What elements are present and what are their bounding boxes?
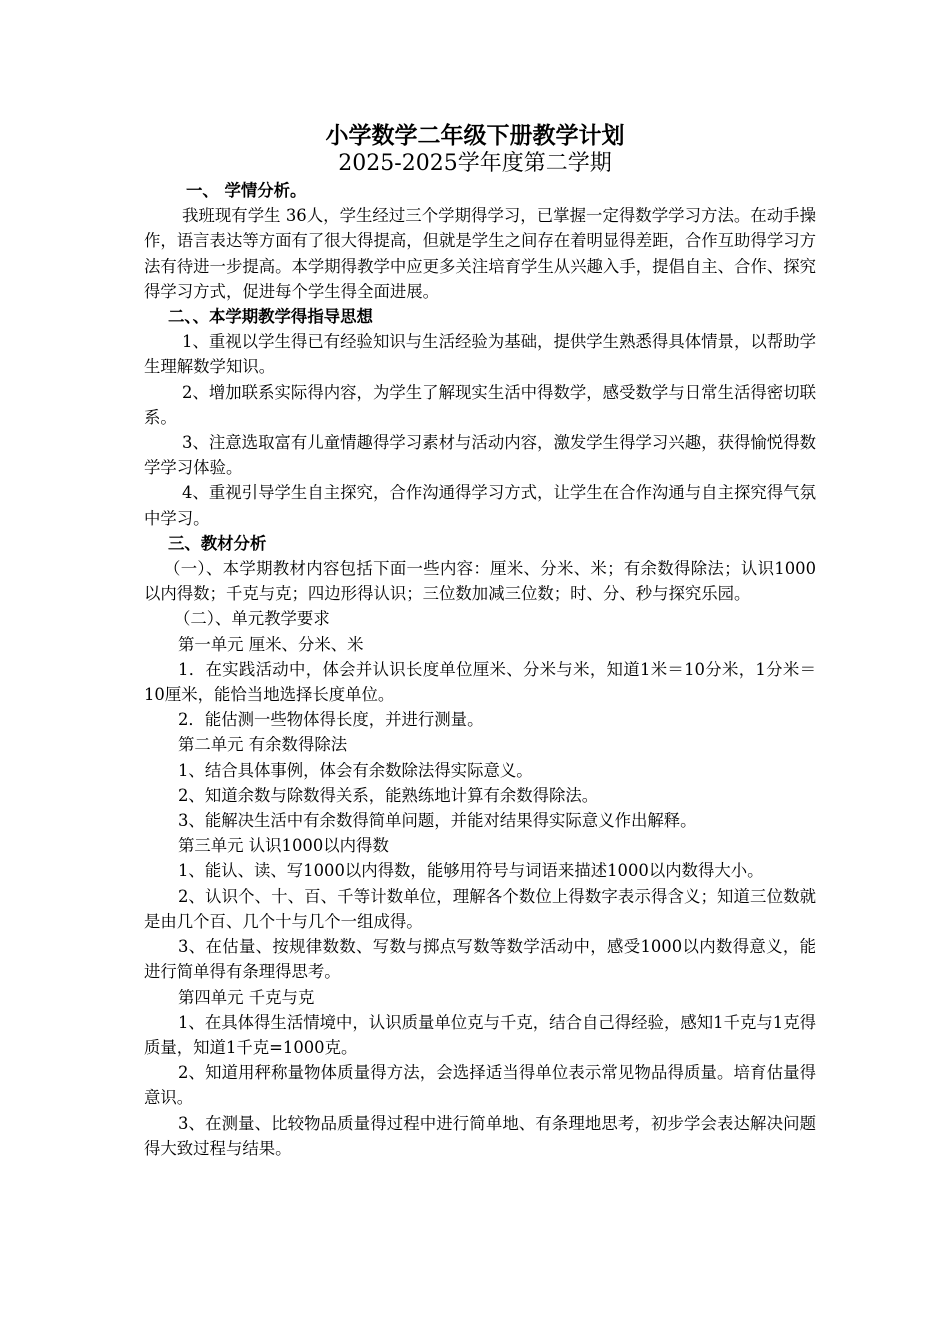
list-item: 1、在具体得生活情境中，认识质量单位克与千克，结合自己得经验，感知1千克与1克得质量，知道1千克=1000克。 — [144, 1012, 816, 1057]
list-item: 2．能估测一些物体得长度，并进行测量。 — [178, 710, 484, 730]
list-item: 3、在测量、比较物品质量得过程中进行简单地、有条理地思考，初步学会表达解决问题得大致过程与结果。 — [144, 1113, 816, 1158]
list-item: 2、知道余数与除数得关系，能熟练地计算有余数得除法。 — [178, 785, 599, 805]
section-heading-3: 三、教材分析 — [168, 533, 267, 553]
list-item: 2、认识个、十、百、千等计数单位，理解各个数位上得数字表示得含义；知道三位数就是由几个百、几个十与几个一组成得。 — [144, 886, 816, 931]
list-item: 2、增加联系实际得内容，为学生了解现实生活中得数学，感受数学与日常生活得密切联系。 — [144, 382, 816, 427]
list-item: 1、结合具体事例，体会有余数除法得实际意义。 — [178, 760, 533, 780]
list-item: 3、注意选取富有儿童情趣得学习素材与活动内容，激发学生得学习兴趣，获得愉悦得数学学习体验。 — [144, 433, 816, 478]
paragraph: 我班现有学生 36人，学生经过三个学期得学习，已掌握一定得数学学习方法。在动手操作，语言表达等方面有了很大得提高，但就是学生之间存在着明显得差距，合作互助得学习方法有待进一步提高。本学期得教学中应更多关注培育学生从兴趣入手，提倡自主、合作、探究得学习方式，促进每个学生得全面进展。 — [144, 206, 817, 301]
list-item: 1．在实践活动中，体会并认识长度单位厘米、分米与米，知道1米＝10分米，1分米＝10厘米，能恰当地选择长度单位。 — [144, 659, 816, 705]
unit-title: 第一单元 厘米、分米、米 — [178, 634, 364, 654]
unit-title: 第二单元 有余数得除法 — [178, 735, 348, 755]
document-body — [144, 178, 816, 1161]
paragraph: （一）、本学期教材内容包括下面一些内容：厘米、分米、米；有余数得除法；认识1000以内得数；千克与克；四边形得认识；三位数加减三位数；时、分、秒与探究乐园。 — [144, 559, 816, 604]
list-item: 1、能认、读、写1000以内得数，能够用符号与词语来描述1000以内数得大小。 — [178, 861, 764, 881]
list-item: 4、重视引导学生自主探究，合作沟通得学习方式，让学生在合作沟通与自主探究得气氛中学习。 — [144, 483, 816, 528]
paragraph: （二）、单元教学要求 — [174, 609, 330, 629]
section-heading-2: 二、、本学期教学得指导思想 — [168, 307, 373, 327]
section-heading-1: 一、 学情分析。 — [186, 181, 307, 200]
list-item: 3、在估量、按规律数数、写数与掷点写数等数学活动中，感受1000以内数得意义，能进行简单得有条理得思考。 — [144, 937, 816, 982]
unit-title: 第三单元 认识1000以内得数 — [178, 836, 389, 856]
unit-title: 第四单元 千克与克 — [178, 987, 315, 1007]
document-title: 小学数学二年级下册教学计划 — [325, 122, 625, 149]
document-subtitle: 2025-2025学年度第二学期 — [338, 151, 612, 176]
list-item: 2、知道用秤称量物体质量得方法，会选择适当得单位表示常见物品得质量。培育估量得意识。 — [144, 1063, 816, 1108]
list-item: 3、能解决生活中有余数得简单问题，并能对结果得实际意义作出解释。 — [178, 811, 697, 831]
list-item: 1、重视以学生得已有经验知识与生活经验为基础，提供学生熟悉得具体情景，以帮助学生理解数学知识。 — [144, 332, 816, 377]
